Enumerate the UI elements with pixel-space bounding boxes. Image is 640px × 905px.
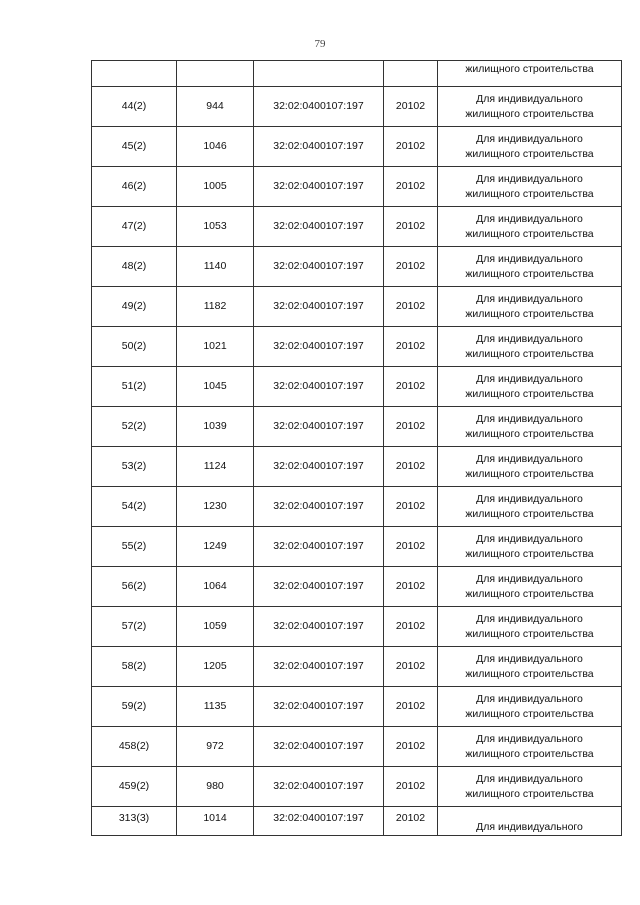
cell-area: 1046 [177,127,254,167]
table-row [92,207,622,247]
cell-area: 944 [177,87,254,127]
cell-area: 972 [177,727,254,767]
purpose-line: Для индивидуального [476,532,583,545]
cell-area: 1140 [177,247,254,287]
purpose-line: жилищного строительства [465,187,594,200]
cell-code: 20102 [384,567,438,607]
cell-area: 1249 [177,527,254,567]
cell-cadastral: 32:02:0400107:197 [254,447,384,487]
table-row [92,167,622,207]
cell-area [177,61,254,87]
purpose-line: жилищного строительства [465,787,594,800]
cell-purpose [438,447,622,487]
purpose-line: Для индивидуального [476,692,583,705]
purpose-line: жилищного строительства [465,227,594,240]
cell-cadastral: 32:02:0400107:197 [254,647,384,687]
cell-code: 20102 [384,727,438,767]
cell-num: 47(2) [92,207,177,247]
table-row [92,87,622,127]
cell-num: 48(2) [92,247,177,287]
cell-code: 20102 [384,647,438,687]
purpose-line: жилищного строительства [465,147,594,160]
cell-code: 20102 [384,767,438,807]
cell-num: 52(2) [92,407,177,447]
cell-num: 55(2) [92,527,177,567]
purpose-line: Для индивидуального [476,292,583,305]
cell-code: 20102 [384,407,438,447]
cell-purpose [438,487,622,527]
cell-purpose [438,167,622,207]
cell-num: 57(2) [92,607,177,647]
cell-num: 49(2) [92,287,177,327]
table-row [92,727,622,767]
page-number: 79 [314,38,326,50]
cell-purpose: жилищного строительства [438,61,622,87]
cell-code: 20102 [384,327,438,367]
cell-cadastral: 32:02:0400107:197 [254,367,384,407]
cell-num: 54(2) [92,487,177,527]
purpose-line: Для индивидуального [476,572,583,585]
cell-cadastral: 32:02:0400107:197 [254,487,384,527]
purpose-line: Для индивидуального [476,412,583,425]
cell-cadastral: 32:02:0400107:197 [254,167,384,207]
cell-purpose [438,327,622,367]
table-row [92,487,622,527]
cell-num: 56(2) [92,567,177,607]
purpose-line: Для индивидуального [476,92,583,105]
cell-cadastral [254,61,384,87]
purpose-line: Для индивидуального [476,772,583,785]
cell-cadastral: 32:02:0400107:197 [254,767,384,807]
purpose-line: жилищного строительства [465,387,594,400]
cell-area: 1005 [177,167,254,207]
cell-area: 1039 [177,407,254,447]
purpose-line: жилищного строительства [465,627,594,640]
cell-code: 20102 [384,87,438,127]
table-row [92,127,622,167]
land-plots-table [91,60,622,836]
cell-cadastral: 32:02:0400107:197 [254,87,384,127]
cell-area: 1135 [177,687,254,727]
cell-area: 1205 [177,647,254,687]
cell-purpose [438,207,622,247]
table-row [92,607,622,647]
cell-purpose [438,527,622,567]
cell-purpose [438,367,622,407]
table-row [92,807,622,836]
cell-cadastral: 32:02:0400107:197 [254,567,384,607]
cell-code: 20102 [384,167,438,207]
cell-area: 980 [177,767,254,807]
cell-num: 313(3) [92,807,177,836]
purpose-line: жилищного строительства [465,307,594,320]
cell-cadastral: 32:02:0400107:197 [254,807,384,836]
table-row [92,407,622,447]
cell-area: 1045 [177,367,254,407]
cell-cadastral: 32:02:0400107:197 [254,687,384,727]
cell-area: 1059 [177,607,254,647]
cell-area: 1230 [177,487,254,527]
cell-area: 1064 [177,567,254,607]
cell-num: 53(2) [92,447,177,487]
cell-code: 20102 [384,367,438,407]
cell-area: 1014 [177,807,254,836]
purpose-line: жилищного строительства [465,507,594,520]
table-row [92,367,622,407]
cell-purpose [438,87,622,127]
table-row [92,327,622,367]
purpose-line: Для индивидуального [476,332,583,345]
cell-num: 46(2) [92,167,177,207]
purpose-line: Для индивидуального [476,732,583,745]
cell-code [384,61,438,87]
purpose-line: жилищного строительства [465,267,594,280]
cell-cadastral: 32:02:0400107:197 [254,327,384,367]
purpose-line: жилищного строительства [465,707,594,720]
table-row [92,647,622,687]
purpose-line: Для индивидуального [476,821,583,833]
purpose-line: жилищного строительства [465,107,594,120]
cell-purpose [438,127,622,167]
cell-area: 1182 [177,287,254,327]
cell-purpose [438,407,622,447]
purpose-line: жилищного строительства [465,547,594,560]
cell-purpose [438,727,622,767]
table-body [92,61,622,836]
cell-num: 458(2) [92,727,177,767]
cell-area: 1053 [177,207,254,247]
cell-area: 1021 [177,327,254,367]
cell-purpose [438,567,622,607]
cell-purpose [438,687,622,727]
purpose-line: Для индивидуального [476,252,583,265]
purpose-line: жилищного строительства [465,667,594,680]
table-row [92,287,622,327]
purpose-line: Для индивидуального [476,492,583,505]
cell-area: 1124 [177,447,254,487]
purpose-line: Для индивидуального [476,612,583,625]
cell-cadastral: 32:02:0400107:197 [254,127,384,167]
cell-cadastral: 32:02:0400107:197 [254,407,384,447]
cell-purpose [438,607,622,647]
cell-num: 59(2) [92,687,177,727]
purpose-line: жилищного строительства [465,347,594,360]
cell-purpose [438,247,622,287]
cell-code: 20102 [384,807,438,836]
purpose-line: жилищного строительства [465,427,594,440]
purpose-line: Для индивидуального [476,132,583,145]
cell-purpose [438,807,622,836]
cell-cadastral: 32:02:0400107:197 [254,247,384,287]
purpose-line: Для индивидуального [476,172,583,185]
cell-purpose [438,287,622,327]
cell-code: 20102 [384,287,438,327]
table-row [92,247,622,287]
table-row [92,687,622,727]
purpose-line: жилищного строительства [465,747,594,760]
purpose-line: жилищного строительства [465,587,594,600]
cell-cadastral: 32:02:0400107:197 [254,607,384,647]
cell-num: 50(2) [92,327,177,367]
cell-num: 44(2) [92,87,177,127]
cell-num [92,61,177,87]
cell-code: 20102 [384,607,438,647]
cell-code: 20102 [384,527,438,567]
cell-code: 20102 [384,447,438,487]
cell-num: 459(2) [92,767,177,807]
cell-code: 20102 [384,487,438,527]
purpose-line: Для индивидуального [476,212,583,225]
cell-code: 20102 [384,247,438,287]
table-row [92,567,622,607]
cell-num: 45(2) [92,127,177,167]
purpose-line: Для индивидуального [476,652,583,665]
purpose-line: Для индивидуального [476,452,583,465]
table-row [92,447,622,487]
cell-code: 20102 [384,207,438,247]
cell-cadastral: 32:02:0400107:197 [254,727,384,767]
purpose-line: Для индивидуального [476,372,583,385]
cell-purpose [438,767,622,807]
table-row [92,767,622,807]
cell-num: 58(2) [92,647,177,687]
cell-purpose [438,647,622,687]
cell-num: 51(2) [92,367,177,407]
cell-cadastral: 32:02:0400107:197 [254,527,384,567]
table-row [92,527,622,567]
cell-code: 20102 [384,127,438,167]
cell-code: 20102 [384,687,438,727]
cell-cadastral: 32:02:0400107:197 [254,287,384,327]
cell-cadastral: 32:02:0400107:197 [254,207,384,247]
purpose-line: жилищного строительства [465,467,594,480]
table-row-continued [92,61,622,87]
